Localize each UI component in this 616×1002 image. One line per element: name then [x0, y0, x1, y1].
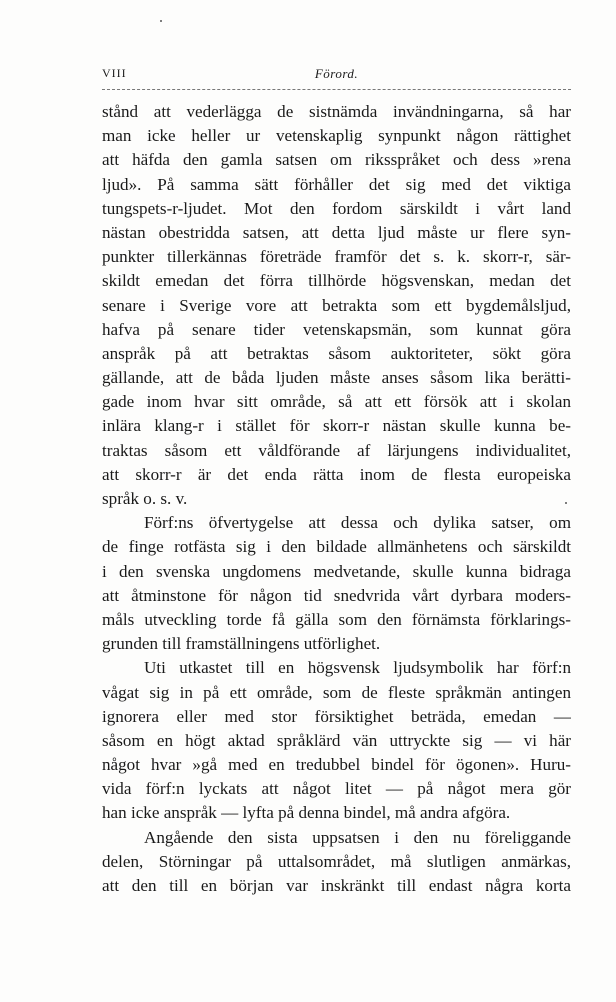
running-head	[102, 66, 571, 84]
text-line: man icke heller ur vetenskaplig synpunkt någon rättighet	[102, 126, 571, 146]
text-line: att skorr-r är det enda rätta inom de flesta europeiska	[102, 464, 571, 484]
text-line: vida förf:n lyckats att något litet — på något mera gör	[102, 779, 571, 799]
text-line: inlära klang-r i stället för skorr-r nästan skulle kunna be-	[102, 416, 571, 436]
text-line: vågat sig in på ett område, som de fleste språkmän antingen	[102, 682, 571, 702]
text-line: språk o. s. v.	[102, 489, 188, 508]
text-line: måls utveckling torde få gälla som den förnämsta förklarings-	[102, 609, 571, 629]
text-line: han icke anspråk — lyfta på denna bindel, må andra afgöra.	[102, 803, 511, 823]
text-line: hafva på senare tider vetenskapsmän, som kunnat göra	[102, 319, 571, 339]
text-line: att den till en början var inskränkt till endast några korta	[102, 876, 571, 895]
text-line: att häfda den gamla satsen om riksspråket och dess »rena	[102, 150, 571, 170]
header-rule	[102, 89, 571, 90]
text-line: ljud». På samma sätt förhåller det sig med det viktiga	[102, 174, 571, 194]
page-number: VIII	[102, 66, 127, 80]
text-line: såsom en högt aktad språklärd vän uttryckte sig — vi här	[102, 730, 571, 750]
text-line: stånd att vederlägga de sistnämda invändningarna, så har	[102, 102, 571, 121]
text-line: Uti utkastet till en högsvensk ljudsymbolik har förf:n	[144, 658, 571, 678]
text-line: tungspets-r-ljudet. Mot den fordom särskildt i vårt land	[102, 198, 571, 218]
text-line: något hvar »gå med en tredubbel bindel för ögonen». Huru-	[102, 755, 571, 775]
text-line: att åtminstone för någon tid snedvrida vårt dyrbara moders-	[102, 585, 571, 605]
text-line: de finge rotfästa sig i den bildade allmänhetens och särskildt	[102, 537, 571, 557]
text-line: senare i Sverige vore att betrakta som ett bygdemålsljud,	[102, 295, 571, 315]
text-line: Angående den sista uppsatsen i den nu föreliggande	[144, 827, 571, 847]
text-line: punkter tillerkännas företräde framför det s. k. skorr-r, sär-	[102, 247, 571, 267]
paper-speck	[160, 20, 162, 22]
text-line: i den svenska ungdomens medvetande, skulle kunna bidraga	[102, 561, 571, 581]
text-line: skildt emedan det förra tillhörde högsvenskan, medan det	[102, 271, 571, 291]
text-line: nästan obestridda satsen, att detta ljud måste ur flere syn-	[102, 222, 571, 242]
text-line: delen, Störningar på uttalsområdet, må slutligen anmärkas,	[102, 851, 571, 871]
text-line: Förf:ns öfvertygelse att dessa och dylika satser, om	[144, 513, 571, 533]
paper-speck	[565, 502, 567, 504]
text-line: gällande, att de båda ljuden måste anses såsom lika berätti-	[102, 368, 571, 388]
text-line: gade inom hvar sitt område, så att ett försök att i skolan	[102, 392, 571, 412]
text-line: traktas såsom ett våldförande af lärjungens individualitet,	[102, 440, 571, 460]
body-text	[102, 100, 571, 898]
text-line: anspråk på att betraktas såsom auktoriteter, sökt göra	[102, 343, 571, 363]
text-line: ignorera eller med stor försiktighet beträda, emedan —	[102, 706, 571, 726]
text-line: grunden till framställningens utförlighet.	[102, 634, 381, 654]
section-title: Förord.	[314, 66, 359, 81]
